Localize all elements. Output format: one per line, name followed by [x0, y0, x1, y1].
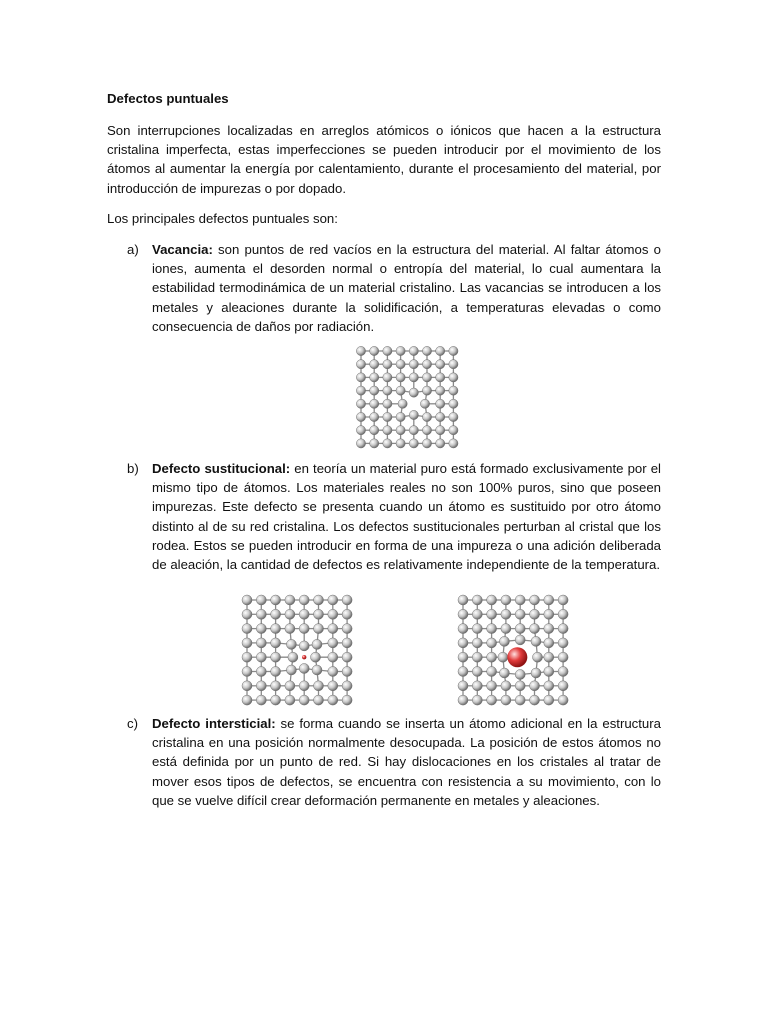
lattice-atom	[328, 609, 338, 619]
lattice-atom	[242, 681, 252, 691]
lattice-atom	[356, 346, 365, 355]
lattice-atom	[449, 360, 458, 369]
lattice-atom	[242, 595, 252, 605]
lattice-atom	[422, 360, 431, 369]
item-text	[152, 714, 661, 810]
lattice-atom	[271, 624, 281, 634]
lattice-atom	[299, 695, 309, 705]
lattice-atom	[314, 681, 324, 691]
lattice-atom	[436, 426, 445, 435]
lattice-atom	[458, 667, 468, 677]
lattice-atom	[356, 426, 365, 435]
lattice-atom	[242, 695, 252, 705]
lattice-atom	[396, 373, 405, 382]
lattice-atom	[256, 695, 266, 705]
lattice-atom	[515, 609, 525, 619]
lattice-atom	[242, 652, 252, 662]
lattice-atom	[299, 595, 309, 605]
list-intro: Los principales defectos puntuales son:	[107, 211, 338, 226]
lattice-atom	[436, 386, 445, 395]
item-description: en teoría un material puro está formado exclusivamente por el mismo tipo de átomos. Los materiales reales no son 100% puros, sino que poseen impurezas. Este defecto se presenta cuando un átomo es sustituido por otro átomo distinto al de su red cristalina. Los defectos sustitucionales perturban al cristal que los rodea. Estos se pueden introducir en forma de una impureza o una adición deliberada de aleación, la cantidad de defectos es relativamente independiente de la temperatura.	[152, 461, 661, 573]
lattice-atom	[530, 624, 540, 634]
lattice-atom	[256, 609, 266, 619]
item-description: se forma cuando se inserta un átomo adicional en la estructura cristalina en una posición normalmente desocupada. La posición de estos átomos no está definida por un punto de red. Si hay dislocaciones en los cristales al tratar de mover esos tipos de defectos, se encuentra con resistencia a su movimiento, con lo que se vuelve difícil crear deformación permanente en metales y aleaciones.	[152, 716, 661, 808]
lattice-atom	[515, 670, 525, 680]
lattice-atom	[285, 595, 295, 605]
lattice-atom	[515, 681, 525, 691]
lattice-atom	[342, 695, 352, 705]
lattice-atom	[342, 667, 352, 677]
vacancy-lattice-diagram	[353, 343, 461, 453]
lattice-atom	[342, 638, 352, 648]
item-term: Defecto intersticial:	[152, 716, 276, 731]
lattice-atom	[436, 346, 445, 355]
lattice-atom	[501, 609, 511, 619]
lattice-atom	[271, 652, 281, 662]
lattice-atom	[515, 624, 525, 634]
lattice-atom	[472, 638, 482, 648]
lattice-atom	[383, 439, 392, 448]
lattice-atom	[458, 638, 468, 648]
lattice-atom	[242, 638, 252, 648]
lattice-atom	[396, 360, 405, 369]
item-description: son puntos de red vacíos en la estructura del material. Al faltar átomos o iones, aumenta el desorden normal o entropía del material, lo cual aumentara la estabilidad termodinámica de un material cristalino. Las vacancias se introducen a los metales y aleaciones durante la solidificación, a temperaturas elevadas o como consecuencia de daños por radiación.	[152, 242, 661, 334]
lattice-atom	[558, 638, 568, 648]
lattice-atom	[558, 652, 568, 662]
lattice-atom	[458, 595, 468, 605]
lattice-atom	[370, 360, 379, 369]
lattice-atom	[409, 346, 418, 355]
lattice-atom	[544, 667, 554, 677]
lattice-atom	[436, 360, 445, 369]
lattice-atom	[558, 695, 568, 705]
lattice-atom	[314, 695, 324, 705]
lattice-atom	[370, 439, 379, 448]
lattice-atom	[544, 652, 554, 662]
lattice-atom	[499, 668, 509, 678]
lattice-atom	[544, 681, 554, 691]
lattice-atom	[342, 624, 352, 634]
lattice-atom	[256, 681, 266, 691]
lattice-atom	[544, 624, 554, 634]
lattice-atom	[558, 609, 568, 619]
lattice-atom	[356, 360, 365, 369]
lattice-atom	[472, 652, 482, 662]
lattice-atom	[487, 695, 497, 705]
lattice-atom	[286, 639, 296, 649]
lattice-atom	[311, 652, 321, 662]
lattice-atom	[328, 652, 338, 662]
lattice-atom	[299, 681, 309, 691]
lattice-atom	[472, 667, 482, 677]
lattice-atom	[398, 399, 407, 408]
lattice-atom	[342, 652, 352, 662]
lattice-atom	[256, 595, 266, 605]
lattice-atom	[396, 439, 405, 448]
lattice-atom	[472, 695, 482, 705]
lattice-atom	[558, 681, 568, 691]
lattice-atom	[422, 386, 431, 395]
lattice-atom	[472, 595, 482, 605]
lattice-atom	[288, 652, 298, 662]
lattice-atom	[396, 426, 405, 435]
lattice-atom	[530, 595, 540, 605]
lattice-atom	[436, 412, 445, 421]
lattice-atom	[328, 667, 338, 677]
lattice-atom	[436, 439, 445, 448]
lattice-atom	[558, 667, 568, 677]
lattice-atom	[449, 373, 458, 382]
lattice-atom	[370, 399, 379, 408]
lattice-atom	[487, 667, 497, 677]
lattice-atom	[422, 346, 431, 355]
lattice-atom	[271, 667, 281, 677]
small-substitutional-lattice-diagram	[237, 591, 360, 709]
lattice-atom	[328, 681, 338, 691]
lattice-atom	[285, 609, 295, 619]
list-marker: a)	[127, 242, 139, 257]
lattice-atom	[472, 609, 482, 619]
lattice-atom	[449, 346, 458, 355]
item-text	[152, 240, 661, 336]
lattice-atom	[299, 664, 309, 674]
lattice-atom	[487, 652, 497, 662]
lattice-atom	[312, 665, 322, 675]
lattice-atom	[314, 624, 324, 634]
lattice-atom	[501, 695, 511, 705]
lattice-atom	[501, 624, 511, 634]
lattice-atom	[342, 681, 352, 691]
list-marker: b)	[127, 461, 139, 476]
lattice-atom	[458, 695, 468, 705]
lattice-atom	[458, 681, 468, 691]
lattice-atom	[285, 624, 295, 634]
lattice-atom	[314, 609, 324, 619]
lattice-atom	[436, 373, 445, 382]
lattice-atom	[544, 609, 554, 619]
lattice-atom	[383, 373, 392, 382]
lattice-atom	[422, 373, 431, 382]
lattice-atom	[458, 652, 468, 662]
lattice-atom	[396, 346, 405, 355]
lattice-atom	[458, 624, 468, 634]
lattice-atom	[242, 609, 252, 619]
lattice-atom	[396, 386, 405, 395]
lattice-atom	[370, 346, 379, 355]
lattice-atom	[409, 360, 418, 369]
substituted-atom	[302, 655, 306, 659]
lattice-atom	[285, 695, 295, 705]
lattice-atom	[271, 595, 281, 605]
lattice-atom	[328, 638, 338, 648]
lattice-atom	[312, 639, 322, 649]
lattice-atom	[501, 595, 511, 605]
vacancy-lattice-figure	[353, 343, 461, 453]
lattice-atom	[256, 652, 266, 662]
lattice-atom	[472, 624, 482, 634]
lattice-atom	[498, 652, 508, 662]
lattice-atom	[436, 399, 445, 408]
lattice-atom	[449, 426, 458, 435]
lattice-atom	[383, 399, 392, 408]
lattice-atom	[242, 624, 252, 634]
lattice-atom	[499, 636, 509, 646]
lattice-atom	[383, 360, 392, 369]
lattice-atom	[422, 426, 431, 435]
lattice-atom	[449, 412, 458, 421]
lattice-atom	[383, 412, 392, 421]
item-text	[152, 459, 661, 574]
lattice-atom	[558, 595, 568, 605]
lattice-atom	[449, 399, 458, 408]
lattice-atom	[271, 638, 281, 648]
lattice-atom	[370, 412, 379, 421]
large-substitutional-lattice-diagram	[453, 591, 577, 709]
small-substitutional-figure	[237, 591, 360, 709]
lattice-atom	[314, 595, 324, 605]
lattice-atom	[422, 412, 431, 421]
lattice-atom	[299, 624, 309, 634]
lattice-atom	[515, 695, 525, 705]
lattice-atom	[472, 681, 482, 691]
lattice-atom	[449, 386, 458, 395]
section-heading: Defectos puntuales	[107, 91, 229, 106]
lattice-atom	[544, 638, 554, 648]
lattice-atom	[515, 595, 525, 605]
lattice-atom	[383, 426, 392, 435]
lattice-atom	[544, 695, 554, 705]
lattice-atom	[409, 373, 418, 382]
lattice-atom	[342, 609, 352, 619]
lattice-atom	[370, 426, 379, 435]
substituted-atom	[507, 647, 527, 667]
lattice-atom	[299, 609, 309, 619]
item-term: Vacancia:	[152, 242, 213, 257]
lattice-atom	[271, 695, 281, 705]
lattice-atom	[420, 399, 429, 408]
lattice-atom	[533, 652, 543, 662]
lattice-atom	[370, 386, 379, 395]
lattice-atom	[356, 412, 365, 421]
lattice-atom	[530, 681, 540, 691]
lattice-atom	[286, 665, 296, 675]
lattice-atom	[256, 667, 266, 677]
lattice-atom	[299, 641, 309, 651]
large-substitutional-figure	[453, 591, 577, 709]
lattice-atom	[501, 681, 511, 691]
lattice-atom	[449, 439, 458, 448]
lattice-atom	[422, 439, 431, 448]
lattice-atom	[487, 681, 497, 691]
lattice-atom	[256, 624, 266, 634]
lattice-atom	[328, 624, 338, 634]
lattice-atom	[242, 667, 252, 677]
lattice-atom	[383, 346, 392, 355]
lattice-atom	[356, 439, 365, 448]
lattice-atom	[356, 386, 365, 395]
lattice-atom	[487, 609, 497, 619]
lattice-atom	[409, 426, 418, 435]
lattice-atom	[531, 636, 541, 646]
list-marker: c)	[127, 716, 138, 731]
lattice-atom	[396, 412, 405, 421]
lattice-atom	[458, 609, 468, 619]
lattice-atom	[370, 373, 379, 382]
lattice-atom	[383, 386, 392, 395]
lattice-atom	[328, 695, 338, 705]
lattice-atom	[530, 695, 540, 705]
lattice-atom	[256, 638, 266, 648]
lattice-atom	[409, 410, 418, 419]
lattice-atom	[487, 624, 497, 634]
lattice-atom	[271, 609, 281, 619]
item-term: Defecto sustitucional:	[152, 461, 291, 476]
lattice-atom	[530, 609, 540, 619]
lattice-atom	[544, 595, 554, 605]
intro-paragraph: Son interrupciones localizadas en arreglos atómicos o iónicos que hacen a la estructura cristalina imperfecta, estas imperfecciones se pueden introducir por el movimiento de los átomos al aumentar la energía por calentamiento, durante el procesamiento del material, por introducción de impurezas o por dopado.	[107, 123, 661, 196]
lattice-atom	[271, 681, 281, 691]
lattice-atom	[487, 638, 497, 648]
lattice-atom	[558, 624, 568, 634]
lattice-atom	[285, 681, 295, 691]
lattice-atom	[356, 399, 365, 408]
lattice-atom	[356, 373, 365, 382]
lattice-atom	[409, 439, 418, 448]
lattice-atom	[531, 668, 541, 678]
lattice-atom	[515, 635, 525, 645]
lattice-atom	[328, 595, 338, 605]
lattice-atom	[409, 388, 418, 397]
lattice-atom	[342, 595, 352, 605]
lattice-atom	[487, 595, 497, 605]
